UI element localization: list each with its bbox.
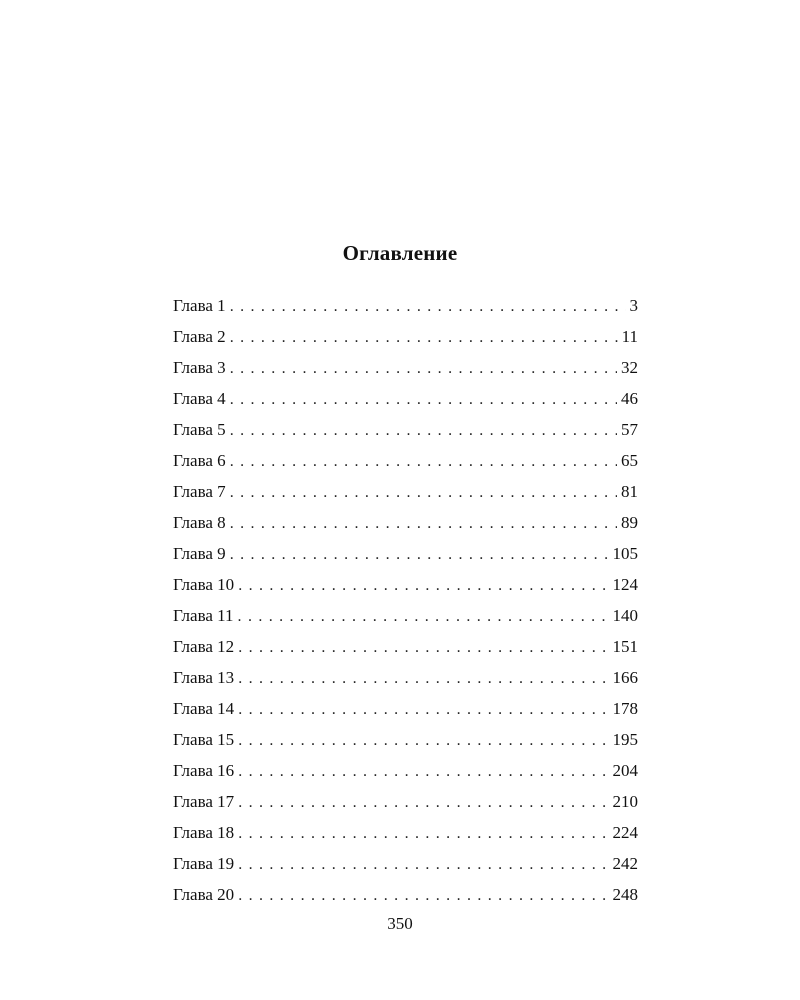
toc-entry-page: 210 [612,792,638,811]
dot-leader [230,508,617,539]
toc-entry-page: 242 [612,854,638,873]
table-of-contents [173,290,638,910]
toc-entry-label: Глава 17 [173,792,235,811]
dot-leader [238,663,608,694]
toc-entry-page: 166 [612,668,638,687]
toc-entry-page: 81 [621,482,638,501]
toc-entry [173,445,638,476]
toc-entry [173,600,638,631]
toc-entry [173,693,638,724]
toc-entry [173,755,638,786]
toc-entry-page: 3 [629,296,638,315]
toc-entry [173,662,638,693]
dot-leader [238,818,608,849]
toc-entry [173,879,638,910]
dot-leader [230,446,617,477]
toc-entry-label: Глава 15 [173,730,235,749]
dot-leader [230,291,626,322]
toc-entry-label: Глава 8 [173,513,226,532]
toc-entry-page: 178 [612,699,638,718]
toc-entry-page: 11 [621,327,638,346]
dot-leader [238,601,609,632]
toc-entry-page: 140 [612,606,638,625]
toc-entry [173,414,638,445]
toc-entry [173,786,638,817]
toc-entry-page: 151 [612,637,638,656]
dot-leader [238,880,608,911]
toc-entry [173,569,638,600]
dot-leader [238,849,608,880]
page-title: Оглавление [342,241,458,265]
toc-entry-label: Глава 14 [173,699,235,718]
toc-entry [173,321,638,352]
toc-entry [173,352,638,383]
toc-entry [173,507,638,538]
toc-entry-label: Глава 16 [173,761,235,780]
toc-entry-page: 124 [612,575,638,594]
dot-leader [230,322,618,353]
toc-entry-label: Глава 2 [173,327,226,346]
toc-entry [173,290,638,321]
dot-leader [238,570,608,601]
toc-entry-label: Глава 10 [173,575,235,594]
toc-entry-label: Глава 19 [173,854,235,873]
toc-entry [173,817,638,848]
toc-entry [173,848,638,879]
toc-entry-label: Глава 11 [173,606,234,625]
toc-entry-label: Глава 5 [173,420,226,439]
toc-entry [173,383,638,414]
dot-leader [238,632,608,663]
dot-leader [230,539,609,570]
toc-entry-label: Глава 3 [173,358,226,377]
dot-leader [238,787,608,818]
toc-entry-page: 46 [621,389,638,408]
toc-entry-page: 248 [612,885,638,904]
toc-entry-page: 65 [621,451,638,470]
toc-entry-page: 32 [621,358,638,377]
toc-entry-page: 224 [612,823,638,842]
toc-entry-label: Глава 1 [173,296,226,315]
toc-entry-label: Глава 12 [173,637,235,656]
toc-entry-page: 89 [621,513,638,532]
dot-leader [238,694,608,725]
toc-entry-label: Глава 7 [173,482,226,501]
toc-entry [173,724,638,755]
toc-entry [173,476,638,507]
toc-entry [173,538,638,569]
toc-entry-page: 204 [612,761,638,780]
toc-entry [173,631,638,662]
dot-leader [230,353,617,384]
dot-leader [230,415,617,446]
toc-entry-label: Глава 6 [173,451,226,470]
toc-entry-page: 57 [621,420,638,439]
page-number: 350 [387,914,413,933]
dot-leader [238,725,608,756]
toc-entry-label: Глава 9 [173,544,226,563]
toc-entry-label: Глава 18 [173,823,235,842]
dot-leader [230,477,617,508]
toc-entry-label: Глава 13 [173,668,235,687]
toc-entry-label: Глава 20 [173,885,235,904]
dot-leader [238,756,608,787]
toc-entry-page: 195 [612,730,638,749]
dot-leader [230,384,617,415]
toc-entry-page: 105 [612,544,638,563]
toc-entry-label: Глава 4 [173,389,226,408]
